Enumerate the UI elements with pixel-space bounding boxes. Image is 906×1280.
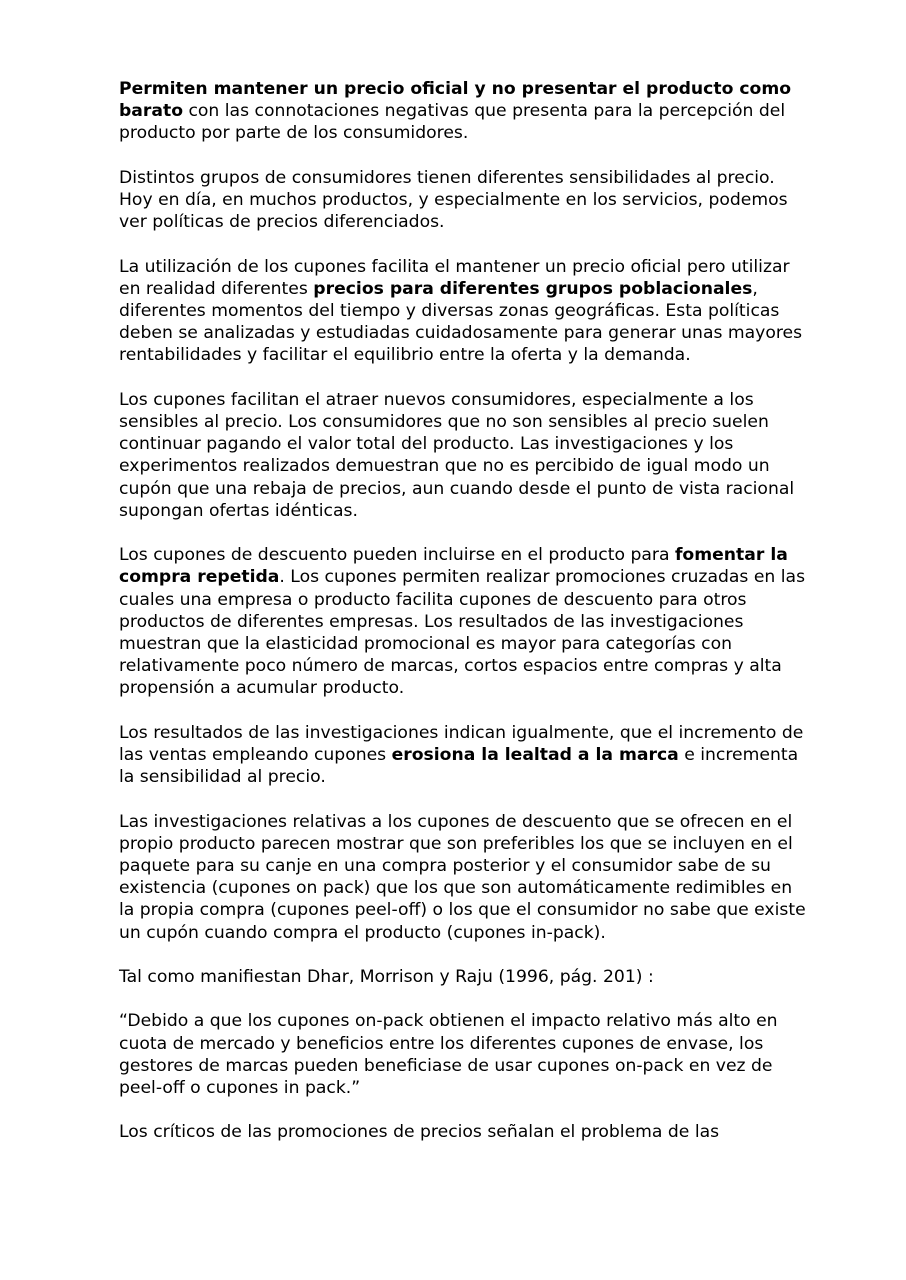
paragraph-new-consumers [119, 389, 809, 522]
bold-phrase: fomentar la compra repetida [119, 545, 788, 588]
paragraph-citation-intro [119, 966, 809, 988]
paragraph-text: Las investigaciones relativas a los cupones de descuento que se ofrecen en el propio producto parecen mostrar que son preferibles los que se incluyen en el paquete para su canje en una compra posterior y el consumidor sabe de su existencia (cupones on pack) que los que son automáticamente redimibles en la propia compra (cupones peel-off) o los que el consumidor no sabe que existe un cupón cuando compra el producto (cupones in-pack). [119, 811, 806, 943]
paragraph-quote [119, 1010, 809, 1099]
paragraph-coupon-use [119, 256, 809, 367]
paragraph-repeat-purchase [119, 544, 809, 699]
paragraph-text: con las connotaciones negativas que presenta para la percepción del producto por parte de los consumidores. [119, 101, 786, 144]
paragraph-text: Los resultados de las investigaciones indican igualmente, que el incremento de las ventas empleando cupones [119, 722, 804, 766]
paragraph-text: Los cupones de descuento pueden incluirse en el producto para [119, 545, 675, 566]
paragraph-text: . Los cupones permiten realizar promociones cruzadas en las cuales una empresa o producto facilita cupones de descuento para otros productos de diferentes empresas. Los resultados de las investigaciones muestran que la elasticidad promocional es mayor para categorías con relativamente poco número de marcas, cortos espacios entre compras y alta propensión a acumular producto. [119, 567, 806, 699]
document-page [119, 78, 809, 1166]
paragraph-sensitivities [119, 167, 809, 234]
quote-text: “Debido a que los cupones on-pack obtienen el impacto relativo más alto en cuota de mercado y beneficios entre los diferentes cupones de envase, los gestores de marcas pueden beneficiase de usar cupones on-pack en vez de peel-off o cupones in pack.” [119, 1011, 778, 1099]
paragraph-pack-coupons [119, 811, 809, 944]
paragraph-loyalty [119, 722, 809, 789]
paragraph-critics [119, 1121, 809, 1143]
paragraph-benefits [119, 78, 809, 145]
bold-phrase: erosiona la lealtad a la marca [391, 745, 679, 766]
paragraph-text: Los cupones facilitan el atraer nuevos consumidores, especialmente a los sensibles al precio. Los consumidores que no son sensibles al precio suelen continuar pagando el valor total del producto. Las investigaciones y los experimentos realizados demuestran que no es percibido de igual modo un cupón que una rebaja de precios, aun cuando desde el punto de vista racional supongan ofertas idénticas. [119, 389, 795, 521]
paragraph-text: Distintos grupos de consumidores tienen diferentes sensibilidades al precio. Hoy en día, en muchos productos, y especialmente en los servicios, podemos ver políticas de precios diferenciados. [119, 167, 788, 233]
bold-phrase: Permiten mantener un precio oficial y no presentar el producto como barato [119, 79, 792, 122]
paragraph-text: Tal como manifiestan Dhar, Morrison y Raju (1996, pág. 201) : [119, 967, 654, 988]
paragraph-text: La utilización de los cupones facilita el mantener un precio oficial pero utilizar en realidad diferentes [119, 256, 790, 299]
paragraph-text: , diferentes momentos del tiempo y diversas zonas geográficas. Esta políticas deben se analizadas y estudiadas cuidadosamente para generar unas mayores rentabilidades y facilitar el equilibrio entre la oferta y la demanda. [119, 278, 803, 366]
paragraph-text: e incrementa la sensibilidad al precio. [119, 745, 799, 788]
bold-phrase: precios para diferentes grupos poblacionales [313, 278, 753, 299]
paragraph-text: Los críticos de las promociones de precios señalan el problema de las [119, 1122, 720, 1143]
